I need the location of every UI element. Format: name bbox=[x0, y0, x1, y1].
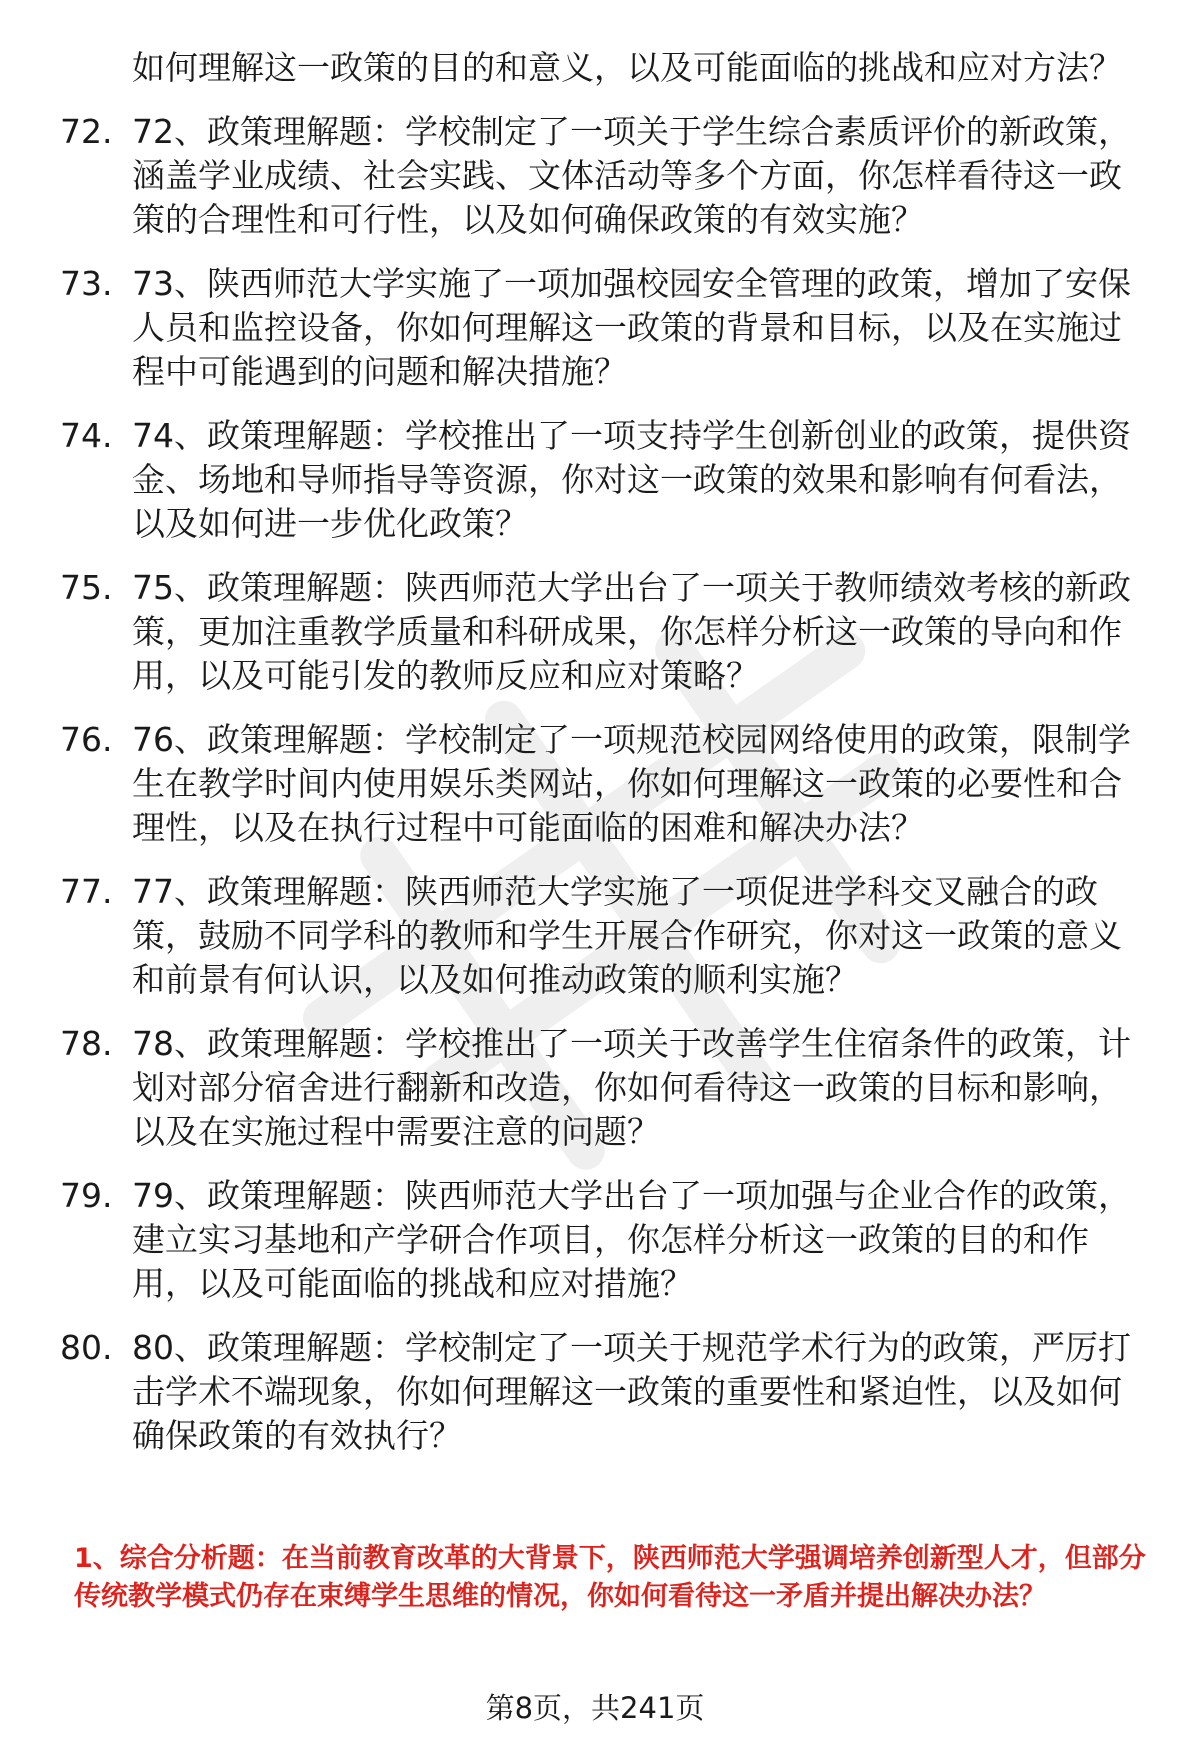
list-item bbox=[60, 262, 1150, 394]
item-text: 75、政策理解题：陕西师范大学出台了一项关于教师绩效考核的新政策，更加注重教学质量和科研成果，你怎样分析这一政策的导向和作用，以及可能引发的教师反应和应对策略？ bbox=[132, 568, 1131, 695]
item-text: 80、政策理解题：学校制定了一项关于规范学术行为的政策，严厉打击学术不端现象，你如何理解这一政策的重要性和紧迫性，以及如何确保政策的有效执行？ bbox=[132, 1328, 1131, 1455]
list-item bbox=[60, 870, 1150, 1002]
list-item bbox=[60, 414, 1150, 546]
item-text: 79、政策理解题：陕西师范大学出台了一项加强与企业合作的政策，建立实习基地和产学研合作项目，你怎样分析这一政策的目的和作用，以及可能面临的挑战和应对措施？ bbox=[132, 1176, 1131, 1303]
item-text: 72、政策理解题：学校制定了一项关于学生综合素质评价的新政策，涵盖学业成绩、社会实践、文体活动等多个方面，你怎样看待这一政策的合理性和可行性，以及如何确保政策的有效实施？ bbox=[132, 112, 1131, 239]
list-item bbox=[60, 1022, 1150, 1154]
item-number: 77. bbox=[60, 872, 113, 911]
question-list bbox=[60, 46, 1150, 1478]
list-item bbox=[60, 1174, 1150, 1306]
item-text: 74、政策理解题：学校推出了一项支持学生创新创业的政策，提供资金、场地和导师指导等资源，你对这一政策的效果和影响有何看法，以及如何进一步优化政策？ bbox=[132, 416, 1131, 543]
item-number: 74. bbox=[60, 416, 113, 455]
item-text: 76、政策理解题：学校制定了一项规范校园网络使用的政策，限制学生在教学时间内使用娱乐类网站，你如何理解这一政策的必要性和合理性，以及在执行过程中可能面临的困难和解决办法？ bbox=[132, 720, 1131, 847]
list-item bbox=[60, 110, 1150, 242]
continuation-text-body: 如何理解这一政策的目的和意义，以及可能面临的挑战和应对方法？ bbox=[132, 48, 1122, 87]
item-text: 77、政策理解题：陕西师范大学实施了一项促进学科交叉融合的政策，鼓励不同学科的教师和学生开展合作研究，你对这一政策的意义和前景有何认识，以及如何推动政策的顺利实施？ bbox=[132, 872, 1122, 999]
item-number: 79. bbox=[60, 1176, 113, 1215]
list-item bbox=[60, 718, 1150, 850]
item-number: 78. bbox=[60, 1024, 113, 1063]
item-number: 76. bbox=[60, 720, 113, 759]
list-item bbox=[60, 1326, 1150, 1458]
item-text: 73、陕西师范大学实施了一项加强校园安全管理的政策，增加了安保人员和监控设备，你如何理解这一政策的背景和目标，以及在实施过程中可能遇到的问题和解决措施？ bbox=[132, 264, 1131, 391]
highlighted-question: 1、综合分析题：在当前教育改革的大背景下，陕西师范大学强调培养创新型人才，但部分传统教学模式仍存在束缚学生思维的情况，你如何看待这一矛盾并提出解决办法？ bbox=[74, 1543, 1146, 1612]
list-item bbox=[60, 566, 1150, 698]
page-footer: 第8页，共241页 bbox=[485, 1691, 705, 1725]
item-number: 72. bbox=[60, 112, 113, 151]
item-number: 73. bbox=[60, 264, 113, 303]
item-number: 75. bbox=[60, 568, 113, 607]
item-text: 78、政策理解题：学校推出了一项关于改善学生住宿条件的政策，计划对部分宿舍进行翻新和改造，你如何看待这一政策的目标和影响，以及在实施过程中需要注意的问题？ bbox=[132, 1024, 1131, 1151]
item-number: 80. bbox=[60, 1328, 113, 1367]
continuation-text bbox=[60, 46, 1150, 90]
